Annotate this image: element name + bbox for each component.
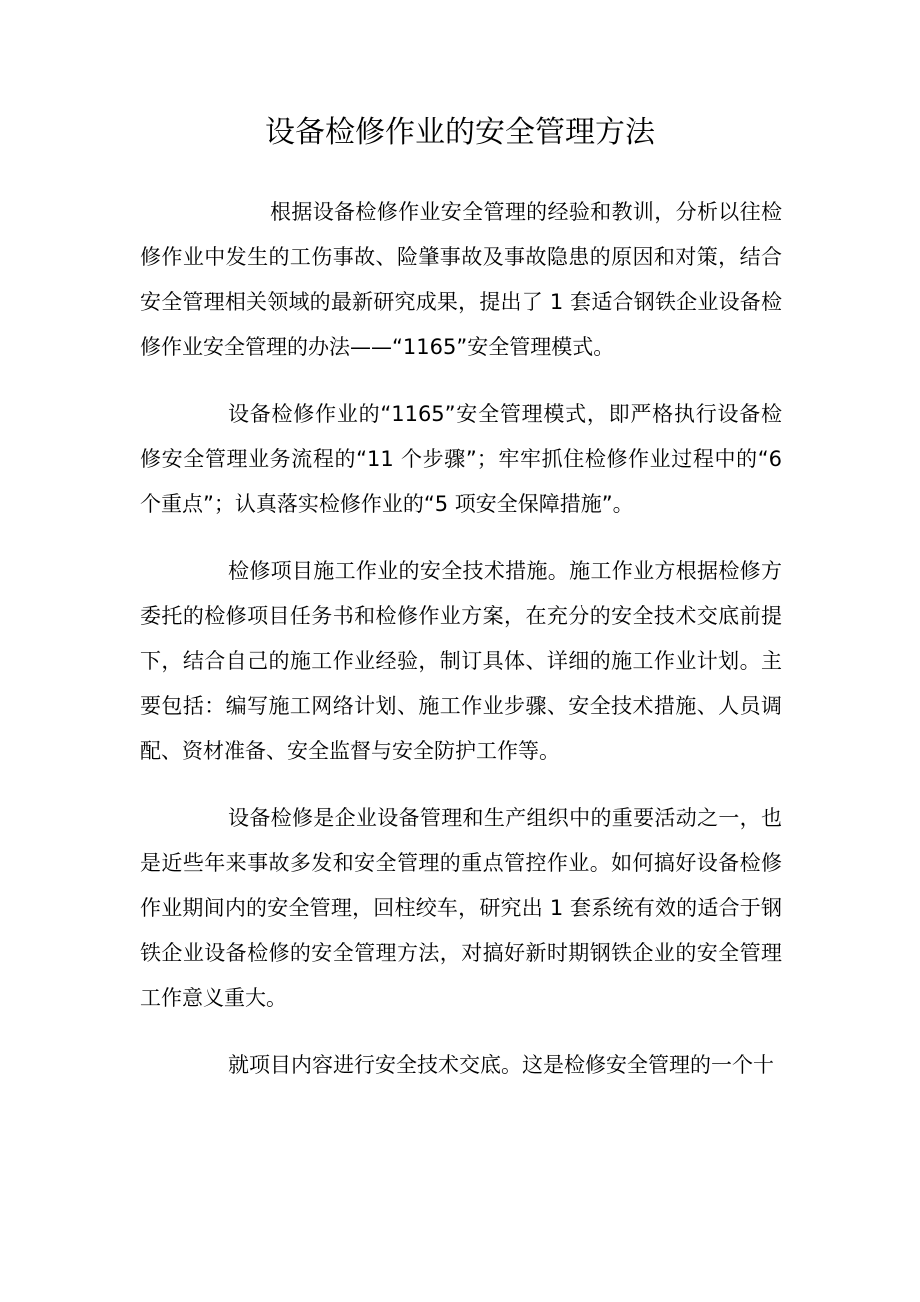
document-body — [140, 190, 782, 1110]
document-title: 设备检修作业的安全管理方法 — [265, 115, 655, 150]
paragraph-technical-measures: 检修项目施工作业的安全技术措施。施工作业方根据检修方委托的检修项目任务书和检修作业方案，在充分的安全技术交底前提下，结合自己的施工作业经验，制订具体、详细的施工作业计划。主要包括：编写施工网络计划、施工作业步骤、安全技术措施、人员调配、资材准备、安全监督与安全防护工作等。 — [140, 559, 782, 763]
paragraph-1165-mode: 设备检修作业的“1165”安全管理模式，即严格执行设备检修安全管理业务流程的“11 个步骤”；牢牢抓住检修作业过程中的“6 个重点”；认真落实检修作业的“5 项安全保障措施”。 — [140, 402, 782, 516]
paragraph-importance: 设备检修是企业设备管理和生产组织中的重要活动之一，也是近些年来事故多发和安全管理的重点管控作业。如何搞好设备检修作业期间内的安全管理，回柱绞车，研究出 1 套系统有效的适合于钢铁企业设备检修的安全管理方法，对搞好新时期钢铁企业的安全管理工作意义重大。 — [140, 806, 782, 1010]
paragraph-safety-disclosure: 就项目内容进行安全技术交底。这是检修安全管理的一个十 — [228, 1053, 774, 1077]
paragraph-intro: 根据设备检修作业安全管理的经验和教训，分析以往检修作业中发生的工伤事故、险肇事故及事故隐患的原因和对策，结合安全管理相关领域的最新研究成果，提出了 1 套适合钢铁企业设备检修作业安全管理的办法——“1165”安全管理模式。 — [140, 200, 782, 359]
